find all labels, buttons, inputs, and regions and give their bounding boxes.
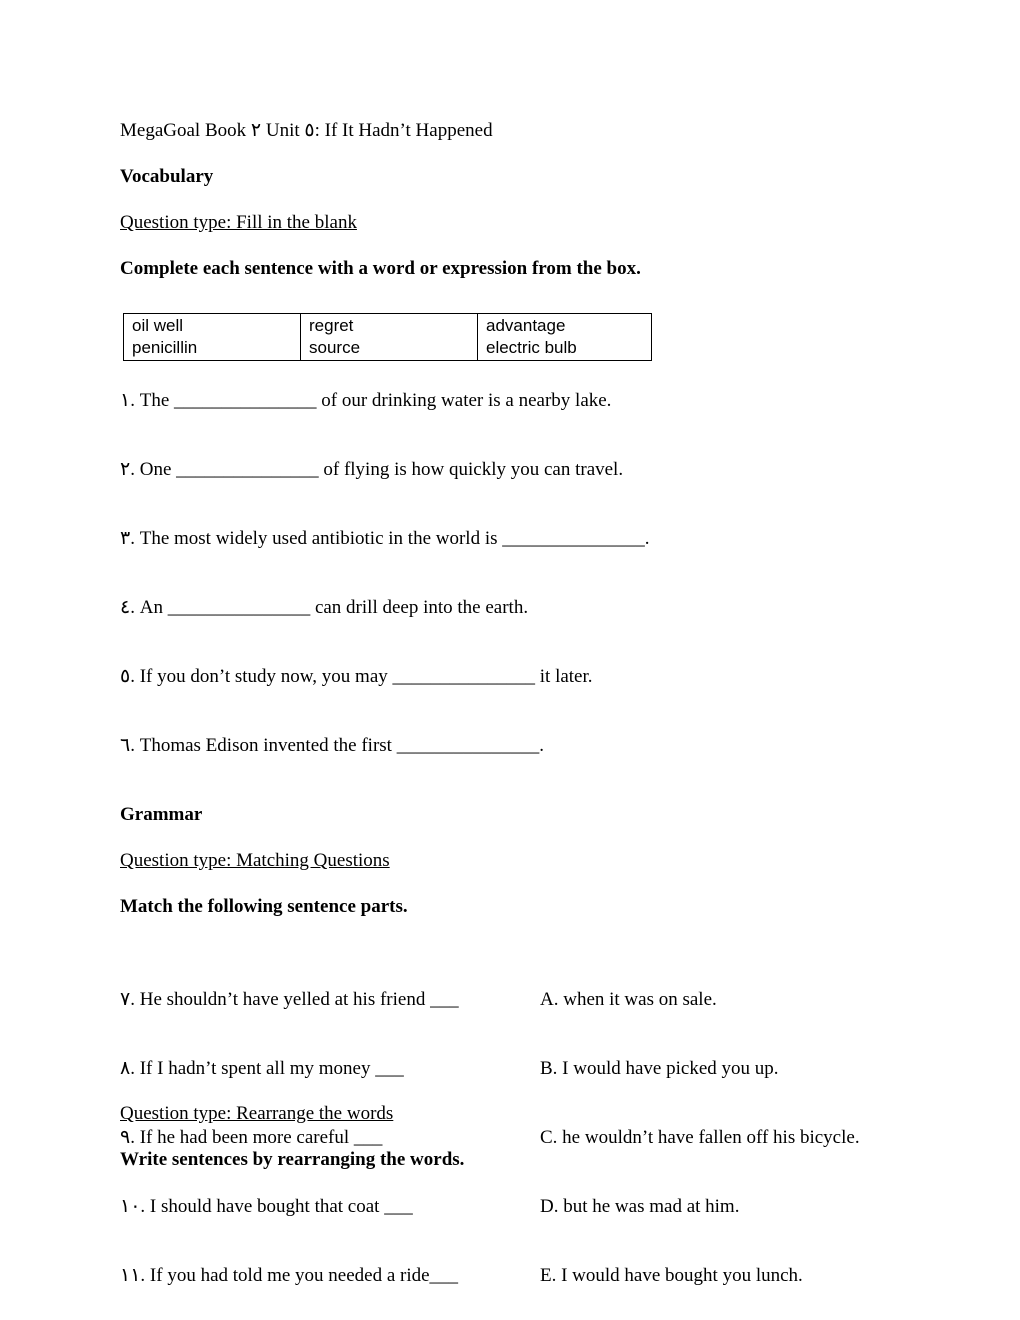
word-box-cell xyxy=(124,314,301,361)
matching-instruction: Match the following sentence parts. xyxy=(120,896,408,917)
word: regret xyxy=(309,316,354,335)
matching-right-item: E. I would have bought you lunch. xyxy=(540,1265,803,1286)
rearrange-question-type: Question type: Rearrange the words xyxy=(120,1103,394,1124)
matching-right-item: A. when it was on sale. xyxy=(540,989,717,1010)
fill-blank-item-1: ١. The _______________ of our drinking water is a nearby lake. xyxy=(120,390,612,411)
fill-blank-item-4: ٤. An _______________ can drill deep into the earth. xyxy=(120,597,529,618)
matching-right-item: B. I would have picked you up. xyxy=(540,1058,779,1079)
fill-blank-item-3: ٣. The most widely used antibiotic in the world is _______________. xyxy=(120,528,650,549)
fill-blank-item-6: ٦. Thomas Edison invented the first _______________. xyxy=(120,735,544,756)
matching-question-type: Question type: Matching Questions xyxy=(120,850,390,871)
word-box-cell xyxy=(301,314,478,361)
word-box xyxy=(123,313,652,361)
matching-right-item: C. he wouldn’t have fallen off his bicycle. xyxy=(540,1127,860,1148)
matching-left-item: ٨. If I hadn’t spent all my money ___ xyxy=(120,1058,404,1079)
word-box-cell xyxy=(478,314,652,361)
word: source xyxy=(309,338,361,357)
document-title: MegaGoal Book ٢ Unit ٥: If It Hadn’t Happened xyxy=(120,120,493,141)
word: oil well xyxy=(132,316,184,335)
vocabulary-instruction: Complete each sentence with a word or expression from the box. xyxy=(120,258,641,279)
matching-left-item: ٩. If he had been more careful ___ xyxy=(120,1127,383,1148)
fill-blank-item-2: ٢. One _______________ of flying is how quickly you can travel. xyxy=(120,459,624,480)
matching-left-item: ١١. If you had told me you needed a ride___ xyxy=(120,1265,459,1286)
fill-blank-item-5: ٥. If you don’t study now, you may _______________ it later. xyxy=(120,666,593,687)
vocabulary-question-type: Question type: Fill in the blank xyxy=(120,212,357,233)
word: advantage xyxy=(486,316,566,335)
matching-left-item: ١٠. I should have bought that coat ___ xyxy=(120,1196,413,1217)
grammar-heading: Grammar xyxy=(120,804,203,825)
vocabulary-heading: Vocabulary xyxy=(120,166,214,187)
matching-left-column xyxy=(120,942,459,1310)
word: penicillin xyxy=(132,338,198,357)
matching-right-column xyxy=(540,942,860,1310)
matching-left-item: ٧. He shouldn’t have yelled at his friend ___ xyxy=(120,989,459,1010)
matching-right-item: D. but he was mad at him. xyxy=(540,1196,740,1217)
rearrange-instruction: Write sentences by rearranging the words. xyxy=(120,1149,465,1170)
word: electric bulb xyxy=(486,338,577,357)
